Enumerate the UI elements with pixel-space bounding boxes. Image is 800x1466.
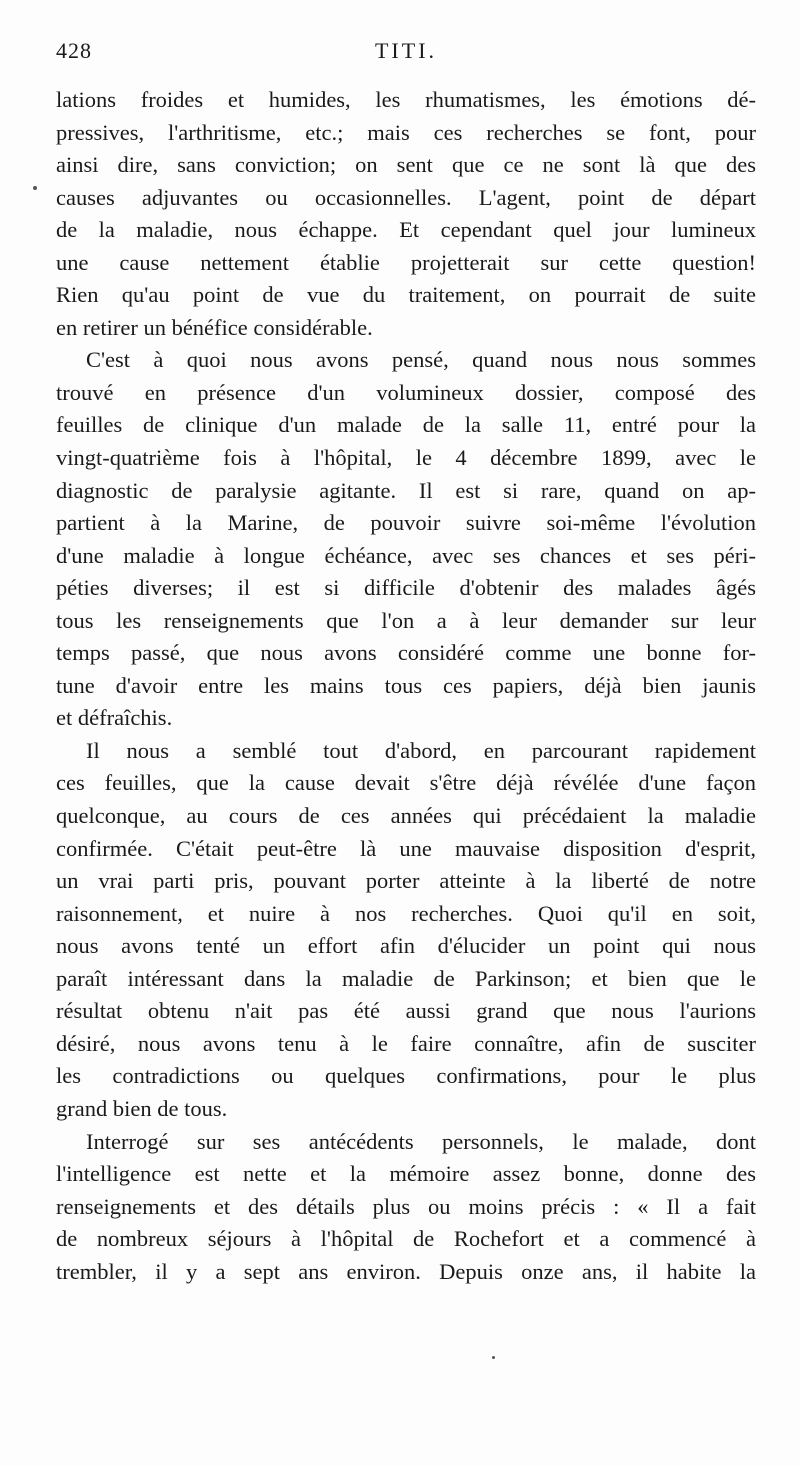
text-line: diagnostic de paralysie agitante. Il est si rare, quand on ap- bbox=[56, 477, 756, 503]
text-line: quelconque, au cours de ces années qui précédaient la maladie bbox=[56, 803, 756, 829]
text-line: et défraîchis. bbox=[56, 705, 173, 731]
text-line: Rien qu'au point de vue du traitement, on pourrait de suite bbox=[56, 282, 756, 308]
paragraph-1 bbox=[56, 84, 756, 344]
text-line: péties diverses; il est si difficile d'obtenir des malades âgés bbox=[56, 575, 756, 601]
text-line: Interrogé sur ses antécédents personnels, le malade, dont bbox=[86, 1128, 756, 1154]
running-head: TITI. bbox=[374, 38, 438, 63]
text-line: tune d'avoir entre les mains tous ces papiers, déjà bien jaunis bbox=[56, 672, 756, 698]
text-line: résultat obtenu n'ait pas été aussi grand que nous l'aurions bbox=[56, 998, 756, 1024]
text-line: C'est à quoi nous avons pensé, quand nous nous sommes bbox=[86, 347, 756, 373]
paragraph-3 bbox=[56, 735, 756, 1126]
text-line: causes adjuvantes ou occasionnelles. L'agent, point de départ bbox=[56, 184, 756, 210]
text-line: en retirer un bénéfice considérable. bbox=[56, 314, 373, 340]
text-line: Il nous a semblé tout d'abord, en parcourant rapidement bbox=[86, 737, 756, 763]
text-line: une cause nettement établie projetterait sur cette question! bbox=[56, 249, 756, 275]
margin-speck-mark bbox=[33, 186, 37, 190]
text-line: trouvé en présence d'un volumineux dossier, composé des bbox=[56, 379, 756, 405]
text-line: trembler, il y a sept ans environ. Depuis onze ans, il habite la bbox=[56, 1258, 756, 1284]
text-line: raisonnement, et nuire à nos recherches. Quoi qu'il en soit, bbox=[56, 900, 756, 926]
text-line: un vrai parti pris, pouvant porter atteinte à la liberté de notre bbox=[56, 868, 756, 894]
text-line: les contradictions ou quelques confirmations, pour le plus bbox=[56, 1063, 756, 1089]
text-line: l'intelligence est nette et la mémoire assez bonne, donne des bbox=[56, 1161, 756, 1187]
text-line: grand bien de tous. bbox=[56, 1095, 228, 1121]
text-line: ces feuilles, que la cause devait s'être déjà révélée d'une façon bbox=[56, 770, 756, 796]
text-line: nous avons tenté un effort afin d'élucider un point qui nous bbox=[56, 933, 756, 959]
text-line: confirmée. C'était peut-être là une mauvaise disposition d'esprit, bbox=[56, 835, 756, 861]
body-text bbox=[56, 84, 756, 1288]
page-header bbox=[56, 38, 756, 68]
text-line: renseignements et des détails plus ou moins précis : « Il a fait bbox=[56, 1193, 756, 1219]
paragraph-2 bbox=[56, 344, 756, 735]
text-line: partient à la Marine, de pouvoir suivre soi-même l'évolution bbox=[56, 510, 756, 536]
text-line: temps passé, que nous avons considéré comme une bonne for- bbox=[56, 640, 756, 666]
page-number: 428 bbox=[56, 38, 92, 63]
paragraph-4 bbox=[56, 1126, 756, 1289]
text-line: pressives, l'arthritisme, etc.; mais ces recherches se font, pour bbox=[56, 119, 756, 145]
ink-speck-mark bbox=[492, 1356, 495, 1359]
text-line: lations froides et humides, les rhumatismes, les émotions dé- bbox=[56, 87, 756, 112]
text-line: désiré, nous avons tenu à le faire connaître, afin de susciter bbox=[56, 1030, 756, 1056]
text-line: de la maladie, nous échappe. Et cependant quel jour lumineux bbox=[56, 217, 756, 243]
text-line: tous les renseignements que l'on a à leur demander sur leur bbox=[56, 607, 756, 633]
text-line: de nombreux séjours à l'hôpital de Rochefort et a commencé à bbox=[56, 1226, 756, 1252]
text-line: paraît intéressant dans la maladie de Parkinson; et bien que le bbox=[56, 965, 756, 991]
text-line: ainsi dire, sans conviction; on sent que ce ne sont là que des bbox=[56, 152, 756, 178]
text-line: feuilles de clinique d'un malade de la salle 11, entré pour la bbox=[56, 412, 756, 438]
text-line: d'une maladie à longue échéance, avec ses chances et ses péri- bbox=[56, 542, 756, 568]
text-line: vingt-quatrième fois à l'hôpital, le 4 décembre 1899, avec le bbox=[56, 445, 756, 471]
